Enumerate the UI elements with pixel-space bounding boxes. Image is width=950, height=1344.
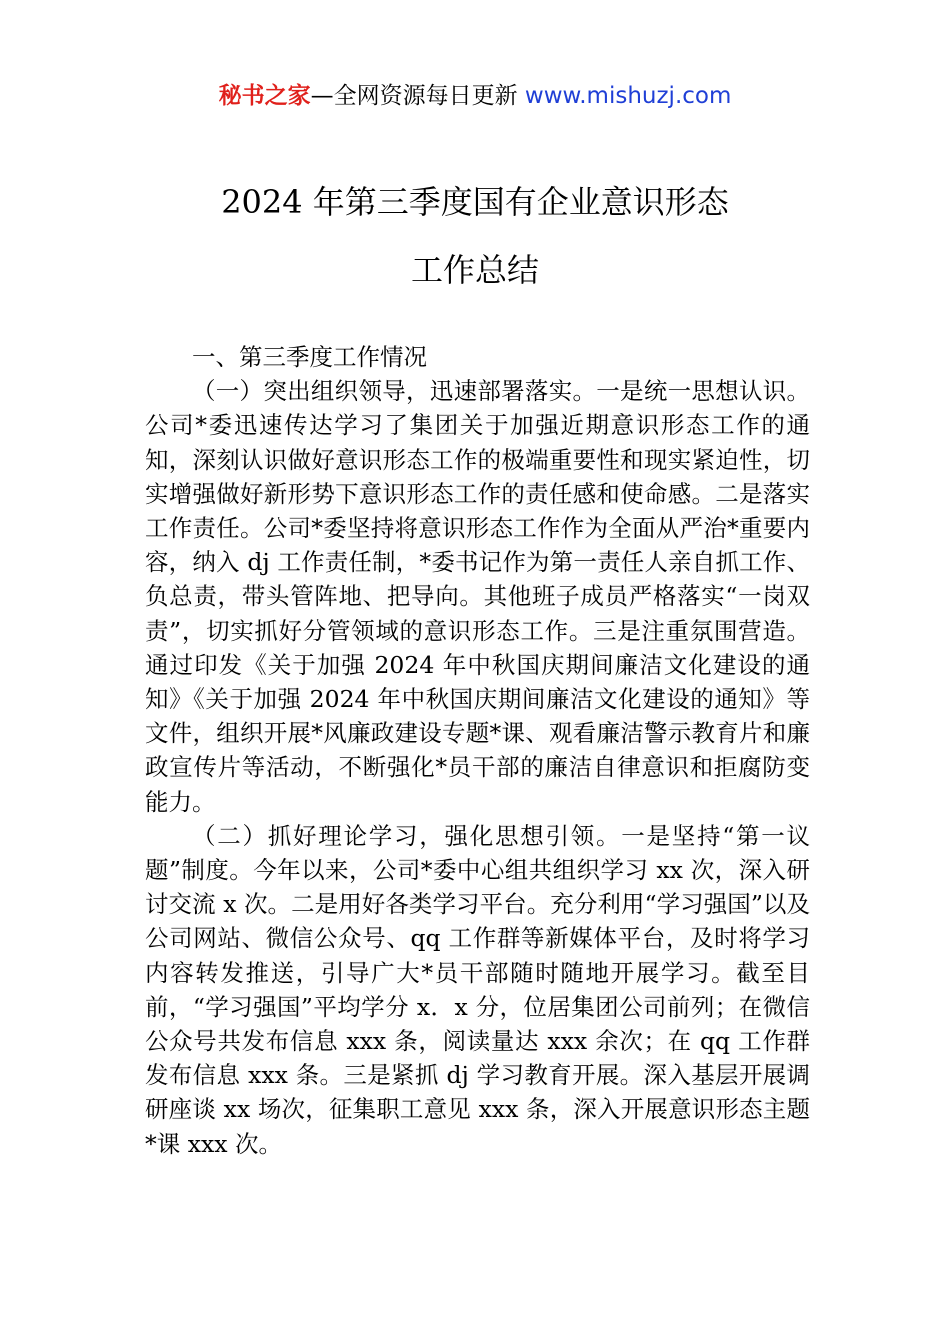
document-title-line-1: 2024 年第三季度国有企业意识形态 (221, 183, 729, 221)
document-body (145, 340, 810, 1161)
header-tagline: —全网资源每日更新 (310, 83, 525, 109)
site-header (0, 80, 950, 112)
document-title-line-2: 工作总结 (410, 251, 539, 289)
paragraph-theory-study: （二）抓好理论学习，强化思想引领。一是坚持“第一议题”制度。今年以来，公司*委中心组共组织学习 xx 次，深入研讨交流 x 次。二是用好各类学习平台。充分利用“学习强国”以及公司网站、微信公众号、qq 工作群等新媒体平台，及时将学习内容转发推送，引导广大*员干部随时随地开展学习。截至目前，“学习强国”平均学分 x．x 分，位居集团公司前列；在微信公众号共发布信息 xxx 条，阅读量达 xxx 余次；在 qq 工作群发布信息 xxx 条。三是紧抓 dj 学习教育开展。深入基层开展调研座谈 xx 场次，征集职工意见 xxx 条，深入开展意识形态主题*课 xxx 次。 (145, 821, 810, 1158)
site-url-link[interactable]: www.mishuzj.com (524, 83, 732, 109)
section-heading: 一、第三季度工作情况 (192, 343, 427, 371)
brand-name: 秘书之家 (218, 83, 311, 109)
paragraph-organization-leadership: （一）突出组织领导，迅速部署落实。一是统一思想认识。公司*委迅速传达学习了集团关于加强近期意识形态工作的通知，深刻认识做好意识形态工作的极端重要性和现实紧迫性，切实增强做好新形势下意识形态工作的责任感和使命感。二是落实工作责任。公司*委坚持将意识形态工作作为全面从严治*重要内容，纳入 dj 工作责任制，*委书记作为第一责任人亲自抓工作、负总责，带头管阵地、把导向。其他班子成员严格落实“一岗双责”，切实抓好分管领域的意识形态工作。三是注重氛围营造。通过印发《关于加强 2024 年中秋国庆期间廉洁文化建设的通知》《关于加强 2024 年中秋国庆期间廉洁文化建设的通知》等文件，组织开展*风廉政建设专题*课、观看廉洁警示教育片和廉政宣传片等活动，不断强化*员干部的廉洁自律意识和拒腐防变能力。 (145, 377, 810, 816)
